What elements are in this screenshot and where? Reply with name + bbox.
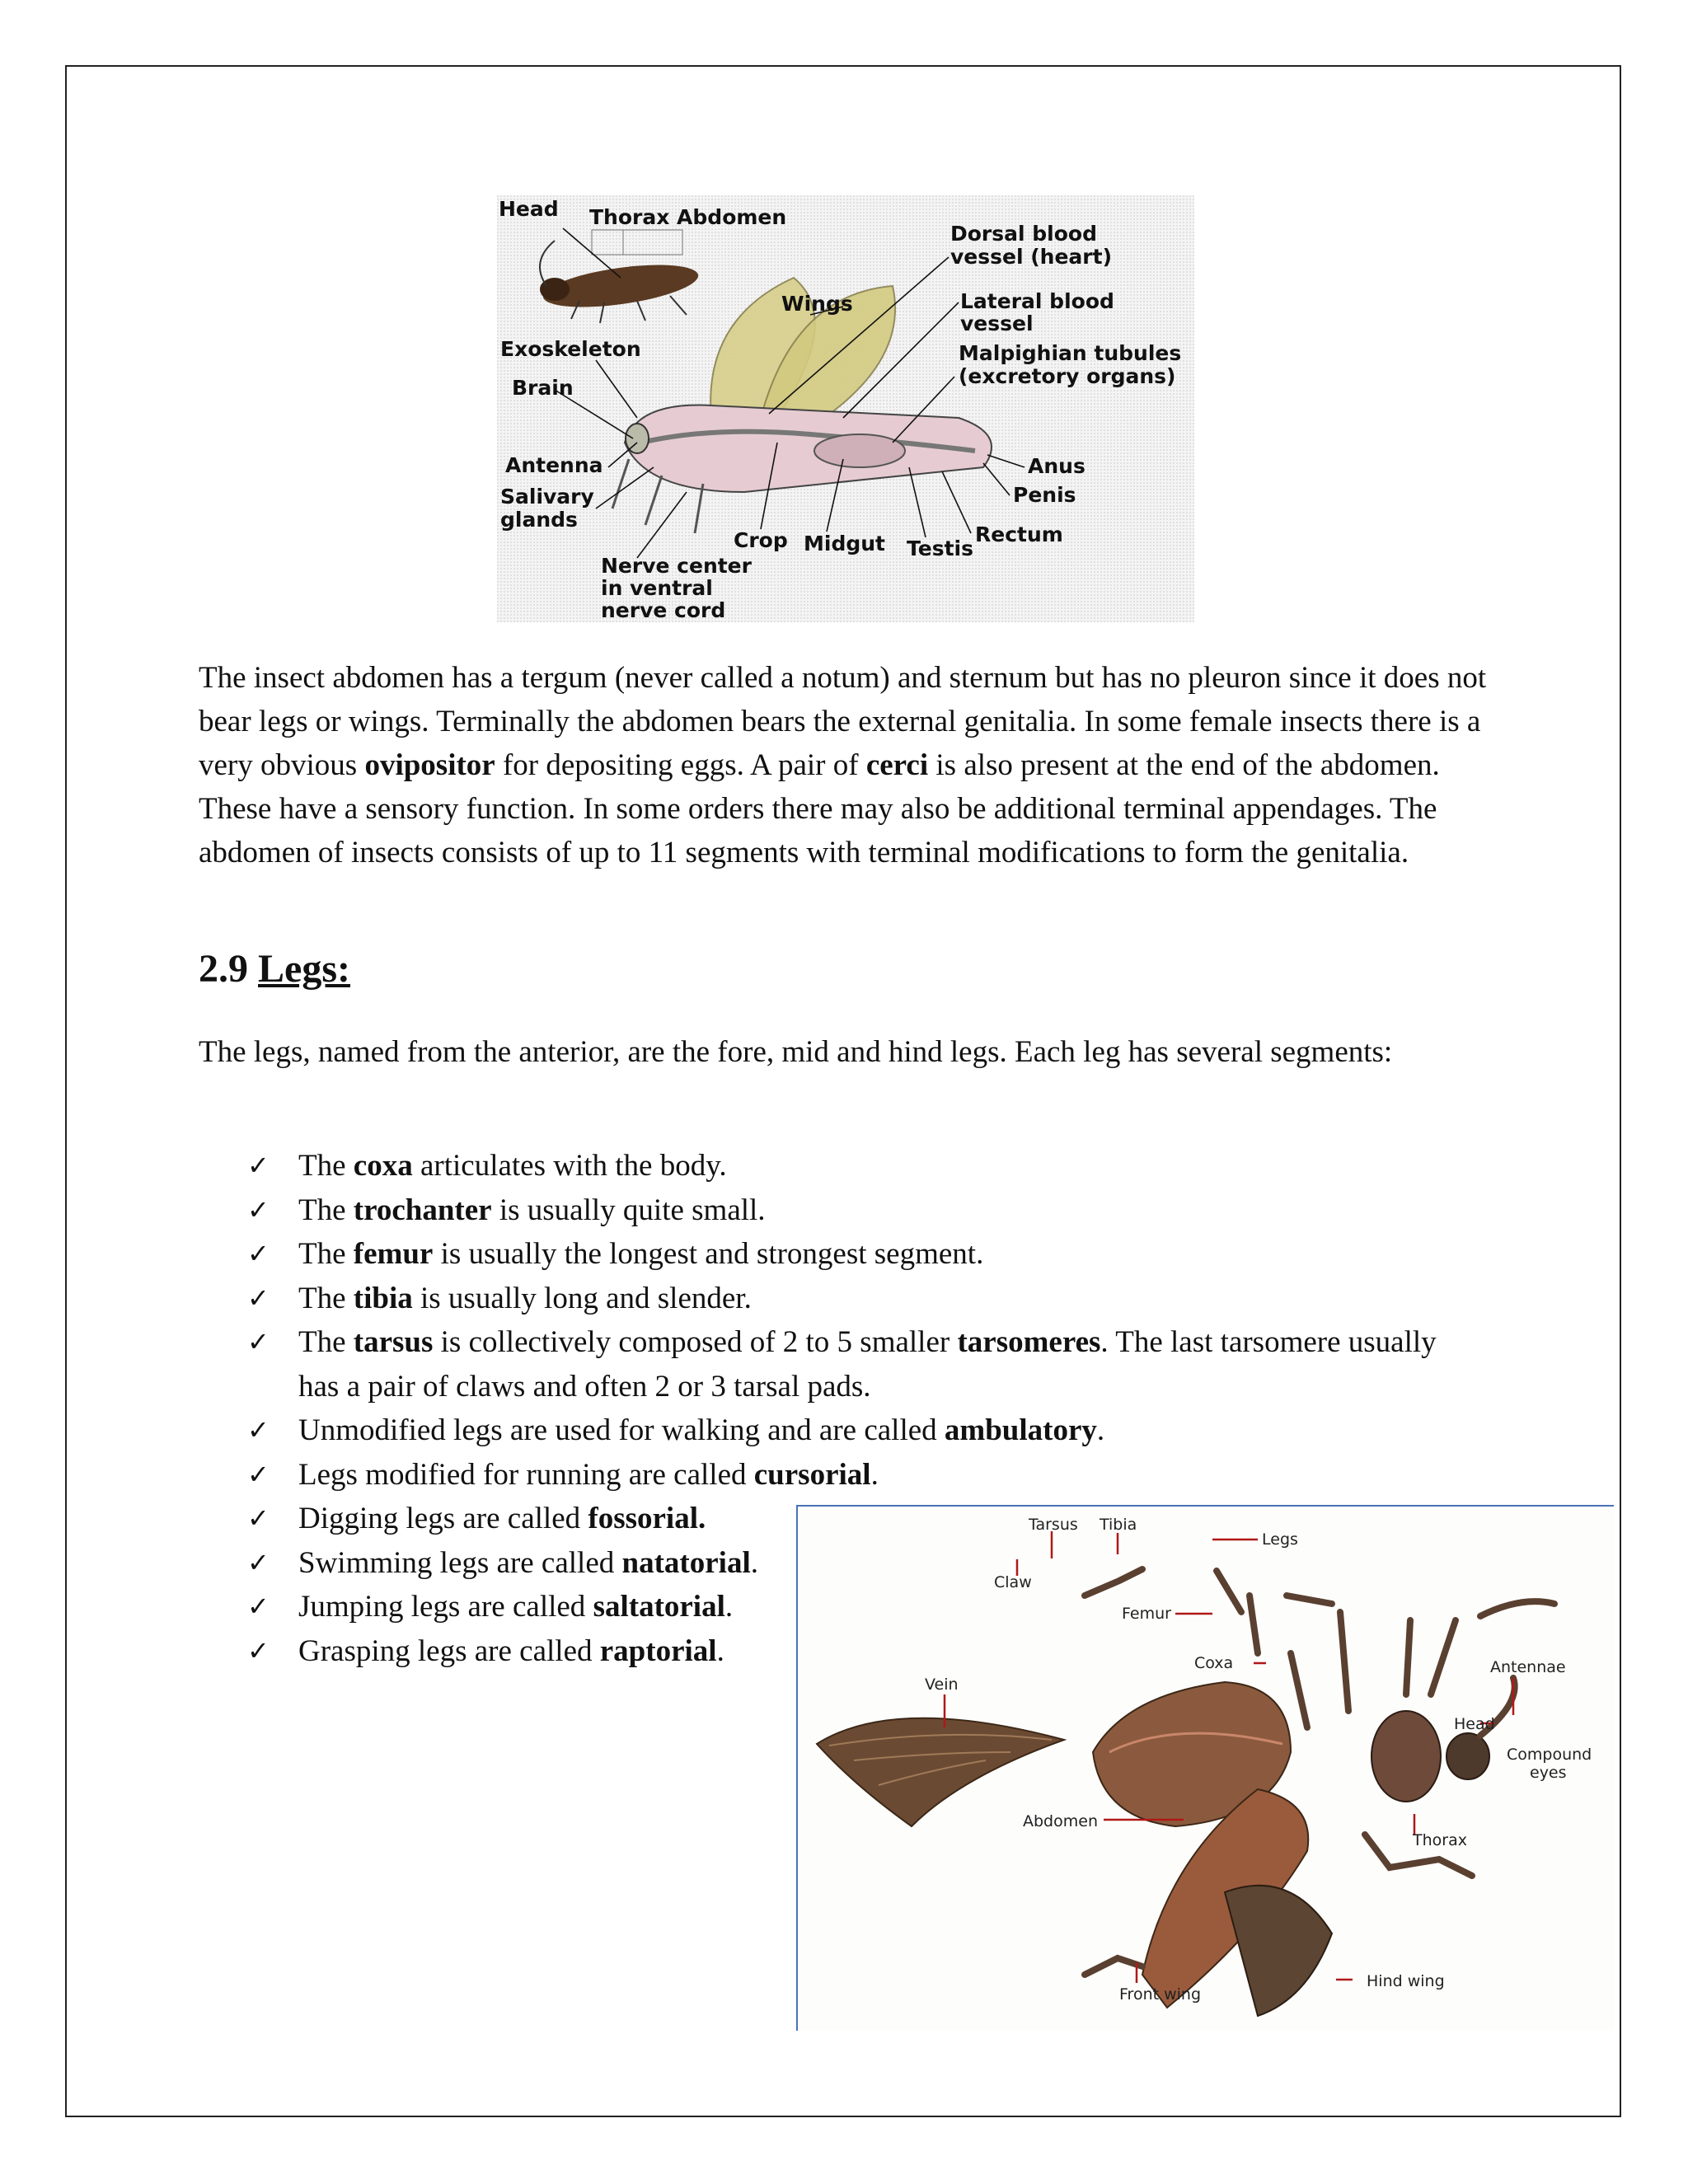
checkmark-icon: ✓ <box>247 1193 270 1226</box>
label-nerve-2: in ventral <box>601 576 713 600</box>
bold-term: coxa <box>353 1149 413 1183</box>
list-item <box>247 1408 1484 1453</box>
checkmark-icon: ✓ <box>247 1326 270 1357</box>
list-text: The <box>298 1193 354 1227</box>
label-abdomen: Abdomen <box>1023 1812 1098 1830</box>
para1-text-2: for depositing eggs. A pair of <box>495 748 866 782</box>
label-brain: Brain <box>512 376 574 400</box>
label-head: Head <box>499 197 559 221</box>
list-text: . <box>724 1590 734 1624</box>
label-thorax-abdomen: Thorax Abdomen <box>589 205 787 229</box>
list-text: . <box>750 1545 758 1580</box>
list-text: is usually the longest and strongest segment. <box>433 1237 984 1271</box>
bold-term: tarsomeres <box>957 1325 1101 1359</box>
label-rectum: Rectum <box>975 523 1063 546</box>
checkmark-icon: ✓ <box>247 1282 270 1314</box>
list-item <box>247 1144 1484 1188</box>
label-front-wing: Front wing <box>1119 1985 1202 2004</box>
label-crop: Crop <box>734 528 788 552</box>
label-malpighian-1: Malpighian tubules <box>959 341 1182 365</box>
label-femur: Femur <box>1122 1605 1171 1623</box>
label-head: Head <box>1454 1715 1495 1733</box>
checkmark-icon: ✓ <box>247 1502 270 1534</box>
list-item <box>247 1277 1484 1321</box>
bold-term: cursorial <box>753 1457 871 1492</box>
list-text: Unmodified legs are used for walking and are called <box>298 1413 945 1447</box>
label-midgut: Midgut <box>804 532 885 555</box>
label-lateral-1: Lateral blood <box>960 289 1114 313</box>
list-text: The <box>298 1281 354 1315</box>
label-tarsus: Tarsus <box>1029 1516 1078 1534</box>
label-legs: Legs <box>1262 1530 1298 1549</box>
label-coxa: Coxa <box>1194 1654 1234 1672</box>
list-text: The <box>298 1237 354 1271</box>
label-thorax: Thorax <box>1413 1831 1467 1849</box>
checkmark-icon: ✓ <box>247 1546 270 1578</box>
bold-term: raptorial <box>599 1633 717 1668</box>
checkmark-icon: ✓ <box>247 1634 270 1666</box>
label-nerve-1: Nerve center <box>601 554 752 578</box>
checkmark-icon: ✓ <box>247 1414 270 1446</box>
cockroach-anatomy-figure <box>497 195 1194 622</box>
bold-term: ambulatory <box>944 1413 1097 1447</box>
list-text: is usually quite small. <box>491 1193 766 1227</box>
label-penis: Penis <box>1013 483 1076 507</box>
list-text: is collectively composed of 2 to 5 smaller <box>433 1325 958 1359</box>
list-text: articulates with the body. <box>412 1149 727 1183</box>
label-compound-1: Compound <box>1507 1746 1592 1764</box>
label-testis: Testis <box>907 537 973 560</box>
label-anus: Anus <box>1028 454 1085 478</box>
bold-term: femur <box>353 1237 434 1271</box>
label-nerve-3: nerve cord <box>601 598 726 622</box>
label-malpighian-2: (excretory organs) <box>959 364 1176 388</box>
list-text: Swimming legs are called <box>298 1545 622 1580</box>
label-compound-2: eyes <box>1530 1764 1567 1782</box>
label-dorsal-2: vessel (heart) <box>950 245 1112 269</box>
label-wings: Wings <box>781 292 853 316</box>
section-title: Legs: <box>258 947 350 991</box>
list-item <box>247 1188 1484 1233</box>
para1-text-3: is also present at the end of the abdomen. These have a sensory function. In some orders there may also be additional terminal appendages. The abdomen of insects consists of up to 11 segments with terminal modifications to form the genitalia. <box>199 748 1440 869</box>
checkmark-icon: ✓ <box>247 1458 270 1490</box>
bold-term: tibia <box>353 1281 413 1315</box>
list-item <box>247 1232 1484 1277</box>
bold-term: fossorial. <box>588 1502 706 1535</box>
term-cerci: cerci <box>865 748 929 782</box>
label-hind-wing: Hind wing <box>1367 1972 1445 1990</box>
list-text: . The last tarsomere usually has a pair of claws and often 2 or 3 tarsal pads. <box>298 1325 1437 1404</box>
label-dorsal-1: Dorsal blood <box>950 222 1097 246</box>
label-exoskeleton: Exoskeleton <box>500 337 641 361</box>
label-lateral-2: vessel <box>960 312 1034 335</box>
term-ovipositor: ovipositor <box>364 748 495 782</box>
list-text: The <box>298 1149 354 1183</box>
label-antennae: Antennae <box>1490 1658 1566 1676</box>
list-text: Legs modified for running are called <box>298 1457 754 1492</box>
bold-term: trochanter <box>353 1193 492 1227</box>
checkmark-icon: ✓ <box>247 1238 270 1269</box>
list-text: Jumping legs are called <box>298 1590 593 1624</box>
list-text: . <box>716 1633 724 1668</box>
checkmark-icon: ✓ <box>247 1591 270 1622</box>
list-text: The <box>298 1325 354 1359</box>
label-claw: Claw <box>994 1573 1032 1591</box>
section-heading <box>199 946 350 991</box>
checkmark-icon: ✓ <box>247 1150 270 1181</box>
section-number: 2.9 <box>199 947 258 991</box>
bold-term: tarsus <box>353 1325 434 1359</box>
list-text: Grasping legs are called <box>298 1633 600 1668</box>
list-text: Digging legs are called <box>298 1502 588 1535</box>
label-tibia: Tibia <box>1100 1516 1137 1534</box>
label-salivary-2: glands <box>500 508 578 532</box>
label-salivary-1: Salivary <box>500 485 594 509</box>
bold-term: natatorial <box>621 1545 751 1580</box>
list-item <box>247 1453 1484 1497</box>
label-antenna: Antenna <box>505 453 603 477</box>
beetle-parts-figure <box>796 1505 1614 2031</box>
legs-intro-paragraph: The legs, named from the anterior, are the fore, mid and hind legs. Each leg has several segments: <box>199 1035 1393 1069</box>
para1-text-1: The insect abdomen has a tergum (never called a notum) and sternum but has no pleuron since it does not bear legs or wings. Terminally the abdomen bears the external genitalia. In some female insects there is a very obvious <box>199 661 1487 782</box>
label-vein: Vein <box>925 1675 959 1694</box>
abdomen-paragraph <box>199 656 1501 874</box>
list-text: is usually long and slender. <box>412 1281 752 1315</box>
list-text: . <box>870 1457 879 1492</box>
bold-term: saltatorial <box>593 1590 725 1624</box>
list-item <box>247 1320 1484 1408</box>
list-text: . <box>1096 1413 1105 1447</box>
